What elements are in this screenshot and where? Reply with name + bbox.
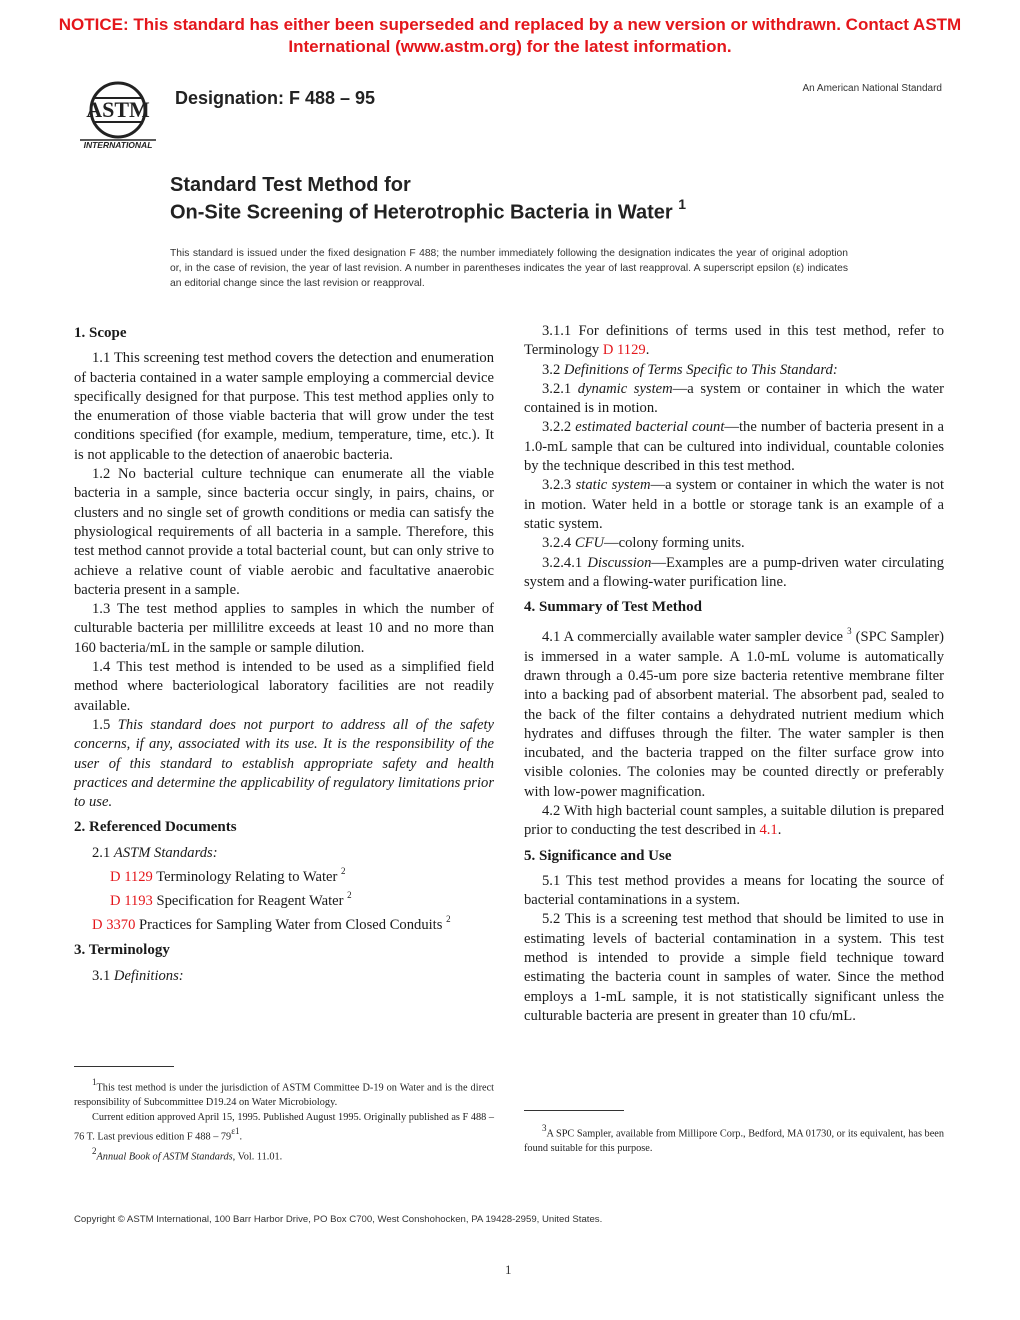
footnote-1-end: .: [239, 1131, 243, 1143]
para-3-2-1-text: —a system or container in which the water contained is in motion.: [524, 380, 944, 417]
section-5-heading: 5. Significance and Use: [524, 847, 672, 864]
para-4-2-link[interactable]: 4.1: [759, 822, 778, 839]
para-4-2: [524, 802, 944, 841]
para-2-1-num: 2.1: [92, 844, 111, 861]
para-3-2-4-1-term: Discussion: [587, 554, 652, 571]
logo-word: ASTM: [86, 97, 150, 122]
ref-d1193-fn: 2: [347, 890, 352, 901]
section-4-heading: 4. Summary of Test Method: [524, 599, 702, 616]
section-2-heading: 2. Referenced Documents: [74, 819, 237, 836]
para-1-5-num: 1.5: [92, 716, 111, 733]
para-3-2-4-text: —colony forming units.: [604, 535, 745, 552]
para-3-1: [74, 967, 494, 986]
designation: Designation: F 488 – 95: [175, 88, 376, 108]
para-3-1-num: 3.1: [92, 967, 111, 984]
para-3-2-3-num: 3.2.3: [542, 477, 572, 494]
notice-line-2: International (www.astm.org) for the latest information.: [288, 37, 732, 56]
para-3-2: [524, 361, 944, 380]
title-main: On-Site Screening of Heterotrophic Bacteria in Water: [170, 201, 673, 224]
footnote-2-italic: Annual Book of ASTM Standards: [96, 1151, 233, 1163]
section-3-heading: 3. Terminology: [74, 942, 170, 959]
para-4-2-end: .: [777, 822, 782, 839]
footnote-1-edition: [74, 1111, 494, 1146]
footnote-1-edition-text: Current edition approved April 15, 1995. Published August 1995. Originally published as F 488 – 76 T. Last previous edition F 488 – 79: [74, 1111, 494, 1143]
right-column: [524, 322, 944, 1026]
para-4-1-text-b: (SPC Sampler) is immersed in a water sample. A 1.0-mL volume is automatically drawn through a 0.45-um pore size bacteria retentive membrane filter into a backing pad of absorbent material. The absorbent pad, sealed to the back of the filter contains a dehydrated nutrient medium which hydrates and diffuses through the filter. The water sampler is then incubated, and the bacteria trapped on the filter surface grow into visible colonies. The colonies may be counted directly or preferably with low-power magnification.: [524, 629, 944, 800]
para-3-2-2-term: estimated bacterial count: [575, 419, 725, 436]
para-1-3: 1.3 The test method applies to samples in which the number of culturable bacteria per millilitre exceeds at least 10 and no more than 160 bacteria/mL in the sample or sample dilution.: [74, 601, 494, 656]
american-national-standard: An American National Standard: [802, 83, 942, 94]
page-number: 1: [505, 1262, 512, 1277]
para-5-1: 5.1 This test method provides a means for locating the source of bacterial contaminations in a system.: [524, 872, 944, 909]
astm-logo: [74, 80, 162, 152]
title-line-1: Standard Test Method for: [170, 174, 411, 196]
para-3-2-1-num: 3.2.1: [542, 380, 572, 397]
para-3-2-4-1: [524, 554, 944, 593]
footnote-1: [74, 1076, 494, 1111]
para-3-2-1-term: dynamic system: [577, 380, 673, 397]
copyright: Copyright © ASTM International, 100 Barr Harbor Drive, PO Box C700, West Conshohocken, PA 19428-2959, United States.: [74, 1214, 603, 1225]
para-3-2-3-term: static system: [575, 477, 651, 494]
ref-d1129: [74, 863, 494, 887]
para-3-1-1-end: .: [645, 342, 650, 359]
section-1-heading: 1. Scope: [74, 325, 127, 341]
para-1-5: [74, 716, 494, 812]
para-3-2-4-1-num: 3.2.4.1: [542, 554, 583, 571]
footnote-2-rest: , Vol. 11.01.: [232, 1151, 283, 1163]
footnote-rule-right: [524, 1110, 624, 1111]
para-2-1-text: ASTM Standards:: [113, 844, 218, 861]
footnotes-left: [74, 1076, 494, 1165]
ref-d1193: [74, 887, 494, 911]
para-3-2-2-text: —the number of bacteria present in a 1.0-mL sample that can be cultured into individual, countable colonies by the technique described in this test method.: [524, 419, 945, 475]
para-3-2-num: 3.2: [542, 361, 561, 378]
ref-d1129-fn: 2: [341, 866, 346, 877]
title-footnote-mark: 1: [678, 196, 687, 212]
para-4-1-text-a: 4.1 A commercially available water sampler device: [542, 629, 844, 646]
para-1-2: 1.2 No bacterial culture technique can enumerate all the viable bacteria in a sample, since bacteria occur singly, in pairs, chains, or clusters and no single set of growth conditions or media can satisfy the physiological requirements of all bacteria in a sample. Therefore, this test method cannot provide a total bacterial count, but can only strive to achieve a relative count of viable aerobic and facultative anaerobic bacteria present in a sample.: [74, 466, 494, 598]
footnote-3-text: A SPC Sampler, available from Millipore Corp., Bedford, MA 01730, or its equivalent, has been found suitable for this purpose.: [524, 1128, 944, 1155]
footnote-1-mark: 1: [92, 1077, 97, 1087]
para-3-1-1: [524, 322, 944, 361]
footnote-3-mark: 3: [542, 1123, 547, 1133]
footnote-3: [524, 1122, 944, 1157]
left-column: [74, 322, 494, 986]
footnote-2: [74, 1145, 494, 1165]
para-3-2-4: [524, 534, 944, 553]
ref-d1193-link[interactable]: D 1193: [110, 893, 153, 910]
footnote-1-epsilon: ε1: [231, 1126, 240, 1137]
para-3-2-2: [524, 418, 944, 476]
para-1-5-text: This standard does not purport to address all of the safety concerns, if any, associated with its use. It is the responsibility of the user of this standard to establish appropriate safety and health practices and determine the applicability of regulatory limitations prior to use.: [74, 716, 494, 811]
para-3-1-1-text: 3.1.1 For definitions of terms used in this test method, refer to Terminology: [524, 323, 944, 359]
para-3-2-2-num: 3.2.2: [542, 419, 572, 436]
ref-d1193-text: Specification for Reagent Water: [156, 893, 344, 910]
ref-d3370: [74, 911, 494, 935]
para-4-1-fn: 3: [847, 626, 852, 637]
para-3-1-text: Definitions:: [113, 967, 184, 984]
logo-subtext: INTERNATIONAL: [83, 140, 153, 150]
para-3-2-4-num: 3.2.4: [542, 535, 572, 552]
issued-note: This standard is issued under the fixed designation F 488; the number immediately following the designation indicates the year of original adoption or, in the case of revision, the year of last revision. A number in parentheses indicates the year of last reapproval. A superscript epsilon (ε) indicates an editorial change since the last revision or reapproval.: [170, 248, 848, 290]
para-3-2-4-1-text: —Examples are a pump-driven water circulating system and a flowing-water purification line.: [524, 554, 944, 590]
footnote-2-mark: 2: [92, 1146, 97, 1157]
para-3-2-text: Definitions of Terms Specific to This Standard:: [563, 361, 838, 378]
footnote-1-text: This test method is under the jurisdiction of ASTM Committee D-19 on Water and is the direct responsibility of Subcommittee D19.24 on Water Microbiology.: [74, 1082, 494, 1109]
para-1-1: 1.1 This screening test method covers the detection and enumeration of bacteria contained in a water sample employing a commercial device specifically designed for that purpose. This test method applies only to the enumeration of those viable bacteria that will grow under the test conditions specified (for example, medium, temperature, time, etc.). It is not applicable to the detection of anaerobic bacteria.: [74, 350, 494, 463]
ref-d1129-text: Terminology Relating to Water: [156, 868, 338, 885]
para-5-2: 5.2 This is a screening test method that should be limited to use in estimating levels of bacterial contamination in a system. This test method is intended to provide a simple field technique toward estimating the bacteria count in samples of water. Since the method employs a 1-mL sample, it is not statistically significant unless the culturable bacteria are present in greater than 10 cfu/mL.: [524, 911, 944, 1024]
ref-d3370-link[interactable]: D 3370: [92, 917, 136, 934]
ref-d3370-fn: 2: [446, 914, 451, 925]
para-2-1: [74, 844, 494, 863]
para-4-2-text: 4.2 With high bacterial count samples, a suitable dilution is prepared prior to conducting the test described in: [524, 802, 944, 839]
para-1-4: 1.4 This test method is intended to be used as a simplified field method where bacteriological laboratory facilities are not readily available.: [74, 659, 494, 714]
para-3-1-1-link[interactable]: D 1129: [602, 342, 646, 359]
ref-d3370-text: Practices for Sampling Water from Closed Conduits: [139, 917, 443, 934]
para-3-2-1: [524, 380, 944, 419]
footnotes-right: [524, 1122, 944, 1157]
para-3-2-3: [524, 476, 944, 534]
para-3-2-3-text: —a system or container in which the water is not in motion. Water held in a bottle or storage tank is an example of a static system.: [524, 477, 944, 532]
para-3-2-4-term: CFU: [574, 535, 605, 552]
ref-d1129-link[interactable]: D 1129: [110, 868, 153, 885]
footnote-rule-left: [74, 1066, 174, 1067]
title-line-2: [170, 198, 686, 225]
notice-line-1: NOTICE: This standard has either been superseded and replaced by a new version or withdrawn. Contact ASTM: [58, 15, 962, 34]
para-4-1: [524, 623, 944, 802]
withdrawn-notice: [30, 14, 990, 58]
